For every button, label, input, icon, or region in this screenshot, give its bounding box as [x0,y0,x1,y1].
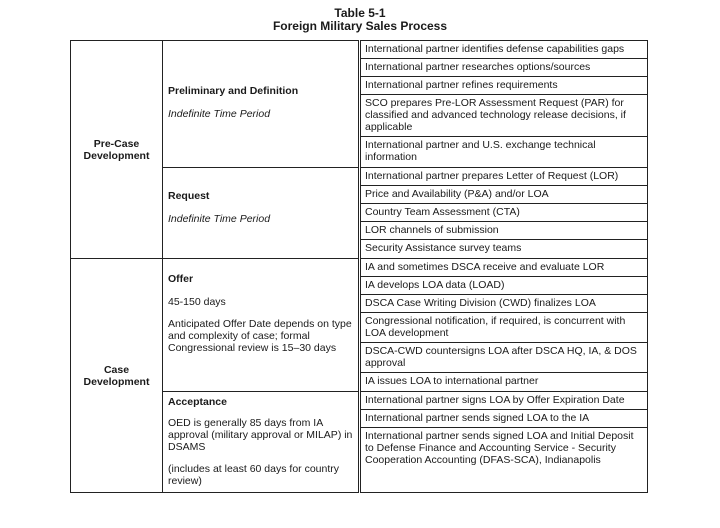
table-caption [0,7,720,33]
activity-item: International partner and U.S. exchange technical information [365,139,596,163]
stage-preliminary-definition [163,41,360,168]
stage-title: Preliminary and Definition [168,85,299,97]
stage-title: Acceptance [168,396,227,408]
stage-time-period: Indefinite Time Period [168,108,271,120]
activities-acceptance [360,392,648,493]
activity-item: Price and Availability (P&A) and/or LOA [361,186,647,204]
stage-offer [163,259,360,392]
stage-acceptance [163,392,360,493]
stage-title: Offer [168,273,194,285]
phase-label-line2: Development [83,149,150,162]
activity-item: DSCA Case Writing Division (CWD) finalizes LOA [361,295,647,313]
stage-title: Request [168,190,210,202]
activity-item: Country Team Assessment (CTA) [361,204,647,222]
phase-label-line1: Pre-Case [93,137,140,150]
activity-item: Congressional notification, if required, is concurrent with LOA development [361,313,647,343]
activity-item: IA develops LOA data (LOAD) [361,277,647,295]
activities-offer [360,259,648,392]
stage-note: (includes at least 60 days for country review) [168,463,340,487]
activity-item: LOR channels of submission [361,222,647,240]
activity-item: DSCA-CWD countersigns LOA after DSCA HQ, IA, & DOS approval [361,343,647,373]
activity-item: SCO prepares Pre-LOR Assessment Request (PAR) for classified and advanced technology release decisions, if applicable [361,95,647,137]
table-number: Table 5-1 [334,6,386,20]
activity-item: IA issues LOA to international partner [365,375,539,387]
activity-item: International partner researches options/sources [361,59,647,77]
fms-process-table [70,40,648,493]
table-row [71,259,648,392]
phase-label-line2: Development [83,375,150,388]
phase-case-development [71,259,163,493]
activity-item: International partner sends signed LOA to the IA [361,410,647,428]
stage-request [163,168,360,259]
activity-item: IA and sometimes DSCA receive and evaluate LOR [361,259,647,277]
stage-duration: 45-150 days [168,296,226,308]
activities-preliminary-definition [360,41,648,168]
stage-time-period: Indefinite Time Period [168,213,271,225]
activity-item: Security Assistance survey teams [365,242,522,254]
stage-note: OED is generally 85 days from IA approval (military approval or MILAP) in DSAMS [168,417,353,453]
activity-item: International partner signs LOA by Offer Expiration Date [361,392,647,410]
activity-item: International partner identifies defense capabilities gaps [361,41,647,59]
activity-item: International partner refines requirements [361,77,647,95]
phase-pre-case-development [71,41,163,259]
phase-label-line1: Case [103,363,130,376]
activity-item: International partner sends signed LOA and Initial Deposit to Defense Finance and Accounting Service - Security Cooperation Accounting (DFAS-SCA), Indianapolis [365,430,634,466]
table-row [71,41,648,168]
activity-item: International partner prepares Letter of Request (LOR) [361,168,647,186]
stage-note: Anticipated Offer Date depends on type and complexity of case; formal Congressional review is 15–30 days [168,318,352,354]
activities-request [360,168,648,259]
table-title: Foreign Military Sales Process [272,19,448,33]
